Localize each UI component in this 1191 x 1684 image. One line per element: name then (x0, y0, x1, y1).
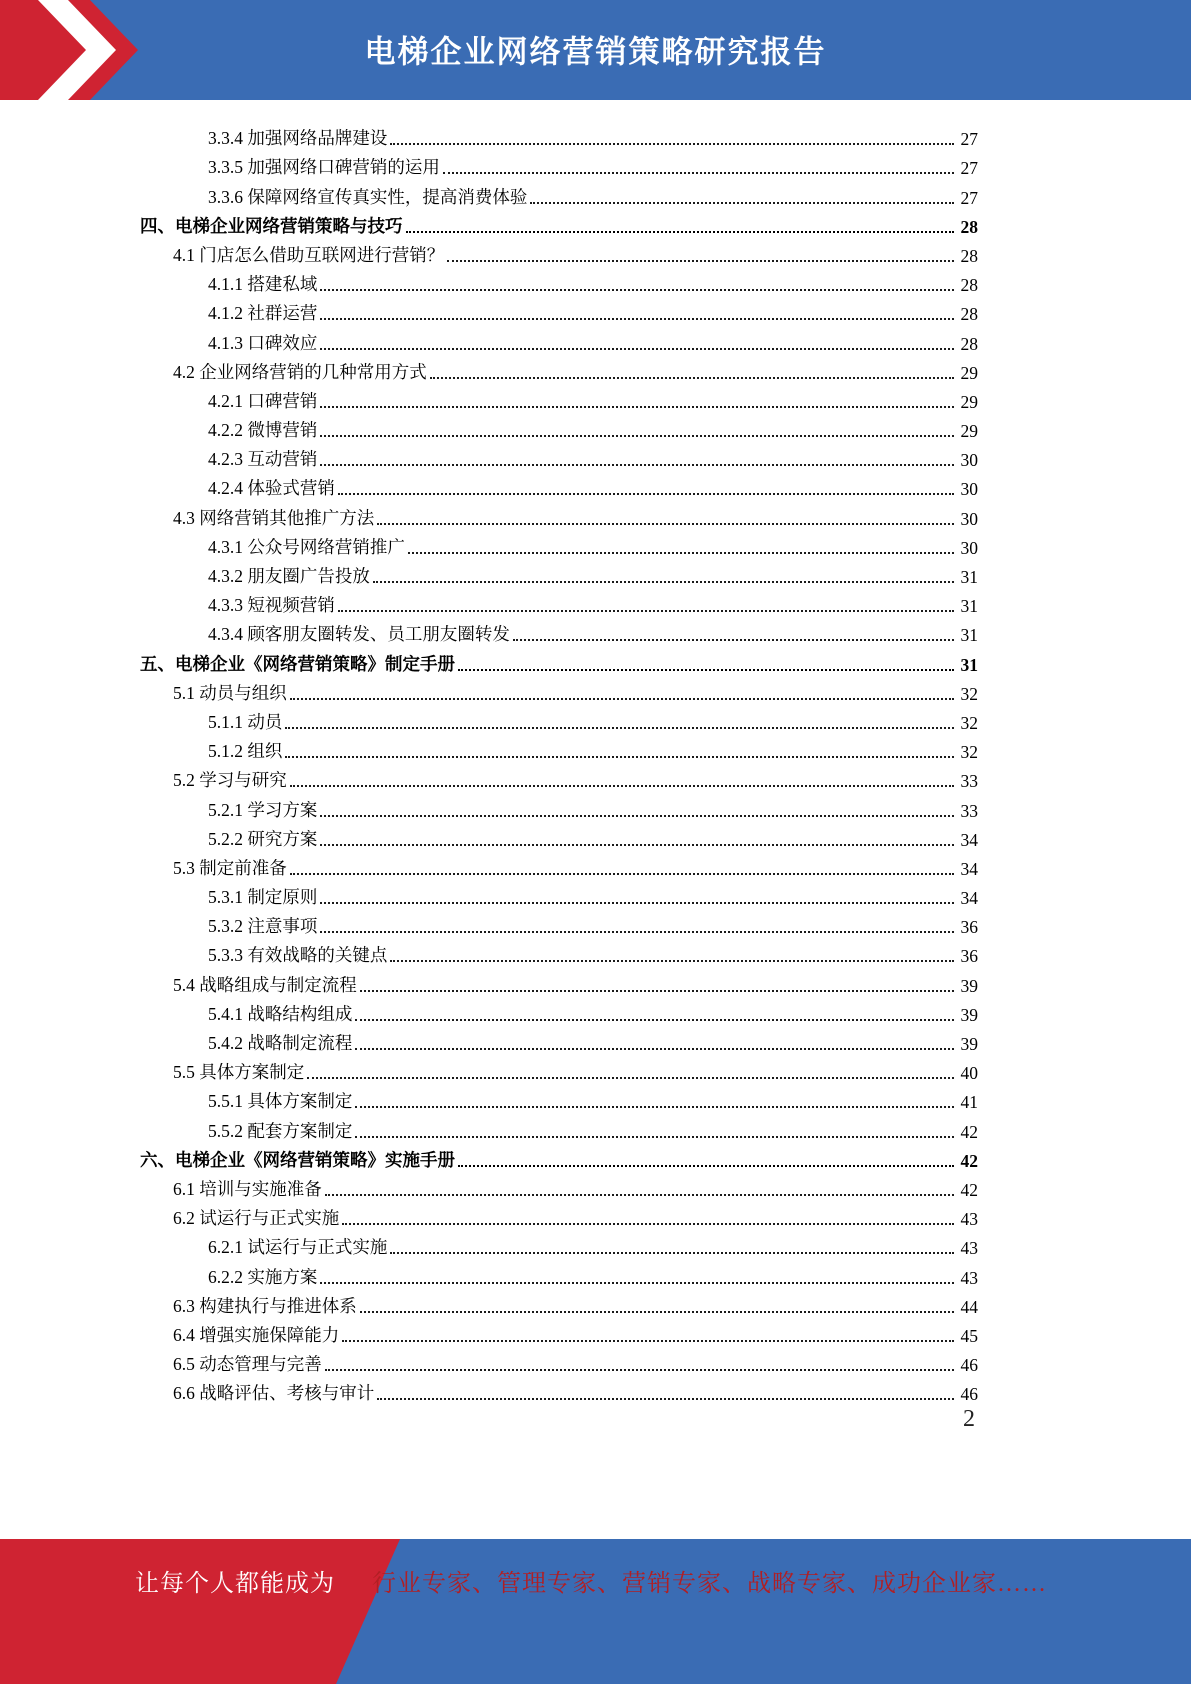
toc-entry-label: 4.2.2 微博营销 (208, 420, 318, 441)
toc-entry-page: 44 (960, 1296, 978, 1317)
toc-entry-page: 42 (960, 1150, 978, 1171)
toc-leader-dots (325, 1369, 954, 1371)
toc-entry-page: 36 (960, 946, 978, 967)
footer-red-ribbon (0, 1539, 400, 1684)
toc-entry[interactable] (140, 413, 978, 442)
toc-leader-dots (355, 1136, 954, 1138)
toc-entry[interactable] (140, 792, 978, 821)
toc-entry[interactable] (140, 1172, 978, 1201)
toc-leader-dots (320, 844, 954, 846)
toc-entry-label: 4.2.1 口碑营销 (208, 390, 318, 411)
toc-entry-page: 31 (960, 654, 978, 675)
toc-entry-page: 46 (960, 1384, 978, 1405)
toc-entry-page: 30 (960, 450, 978, 471)
toc-entry-page: 29 (960, 421, 978, 442)
toc-entry-page: 42 (960, 1179, 978, 1200)
toc-entry-page: 32 (960, 742, 978, 763)
toc-leader-dots (513, 639, 954, 641)
toc-entry-label: 5.4.1 战略结构组成 (208, 1003, 353, 1024)
toc-entry-label: 4.1.3 口碑效应 (208, 332, 318, 353)
toc-entry[interactable] (140, 588, 978, 617)
toc-leader-dots (355, 1048, 954, 1050)
toc-entry-label: 3.3.5 加强网络口碑营销的运用 (208, 157, 440, 178)
toc-entry[interactable] (140, 296, 978, 325)
toc-entry-label: 4.1 门店怎么借助互联网进行营销？ (173, 244, 445, 265)
toc-entry-label: 5.5 具体方案制定 (173, 1062, 305, 1083)
toc-leader-dots (406, 231, 955, 233)
toc-entry-label: 4.2.4 体验式营销 (208, 478, 335, 499)
toc-entry[interactable] (140, 1026, 978, 1055)
toc-entry-page: 40 (960, 1063, 978, 1084)
page-title: 电梯企业网络营销策略研究报告 (364, 34, 827, 70)
toc-entry-label: 5.4.2 战略制定流程 (208, 1033, 353, 1053)
toc-entry-page: 43 (960, 1238, 978, 1259)
footer-band (0, 1539, 1191, 1684)
toc-entry-label: 6.2 试运行与正式实施 (173, 1208, 340, 1229)
toc-leader-dots (443, 172, 954, 174)
toc-entry-page: 30 (960, 479, 978, 500)
toc-entry-page: 28 (960, 245, 978, 266)
toc-entry-page: 32 (960, 712, 978, 733)
toc-leader-dots (320, 348, 954, 350)
toc-entry[interactable] (140, 1055, 978, 1084)
toc-leader-dots (285, 756, 954, 758)
toc-entry-label: 6.2.2 实施方案 (208, 1266, 318, 1287)
toc-entry-label: 4.1.1 搭建私域 (208, 274, 318, 295)
toc-entry-label: 4.1.2 社群运营 (208, 303, 318, 324)
toc-leader-dots (338, 610, 954, 612)
toc-entry-label: 5.2.2 研究方案 (208, 828, 318, 849)
toc-entry-page: 43 (960, 1267, 978, 1288)
toc-entry-page: 41 (960, 1092, 978, 1113)
toc-entry-page: 27 (960, 158, 978, 179)
toc-leader-dots (355, 1106, 954, 1108)
toc-entry-page: 33 (960, 800, 978, 821)
toc-leader-dots (320, 435, 954, 437)
toc-entry-page: 34 (960, 829, 978, 850)
toc-leader-dots (360, 990, 954, 992)
table-of-contents (140, 121, 978, 1405)
toc-entry[interactable] (140, 530, 978, 559)
toc-entry-page: 27 (960, 187, 978, 208)
toc-entry[interactable] (140, 150, 978, 179)
toc-entry[interactable] (140, 500, 978, 529)
toc-leader-dots (373, 581, 954, 583)
toc-entry-label: 6.1 培训与实施准备 (173, 1178, 322, 1199)
toc-entry-label: 6.5 动态管理与完善 (173, 1354, 322, 1375)
toc-entry-label: 5.1.2 组织 (208, 741, 283, 762)
toc-leader-dots (320, 406, 954, 408)
toc-leader-dots (320, 289, 954, 291)
toc-entry-label: 4.3.2 朋友圈广告投放 (208, 566, 370, 586)
toc-entry-label: 3.3.6 保障网络宣传真实性，提高消费体验 (208, 186, 528, 207)
toc-entry-page: 29 (960, 362, 978, 383)
toc-entry[interactable] (140, 997, 978, 1026)
toc-entry-label: 6.4 增强实施保障能力 (173, 1324, 340, 1345)
toc-entry-page: 39 (960, 975, 978, 996)
toc-entry[interactable] (140, 763, 978, 792)
toc-leader-dots (355, 1019, 954, 1021)
toc-leader-dots (342, 1340, 954, 1342)
toc-entry[interactable] (140, 238, 978, 267)
toc-entry[interactable] (140, 676, 978, 705)
toc-entry[interactable] (140, 880, 978, 909)
toc-entry-label: 4.2.3 互动营销 (208, 449, 318, 470)
toc-entry[interactable] (140, 1376, 978, 1405)
toc-leader-dots (430, 377, 954, 379)
toc-entry[interactable] (140, 1318, 978, 1347)
footer-slogan-left: 让每个人都能成为 (135, 1571, 335, 1597)
toc-leader-dots (320, 1282, 954, 1284)
toc-entry-label: 5.3 制定前准备 (173, 857, 287, 878)
toc-leader-dots (325, 1194, 954, 1196)
footer-slogan-right: 行业专家、管理专家、营销专家、战略专家、成功企业家…… (372, 1571, 1047, 1597)
toc-entry-label: 5.5.2 配套方案制定 (208, 1120, 353, 1141)
toc-entry-page: 36 (960, 917, 978, 938)
toc-entry-page: 28 (960, 275, 978, 296)
toc-entry-label: 4.3 网络营销其他推广方法 (173, 507, 375, 528)
toc-entry[interactable] (140, 209, 978, 238)
toc-entry[interactable] (140, 617, 978, 646)
toc-entry-page: 34 (960, 888, 978, 909)
toc-entry-label: 4.3.4 顾客朋友圈转发、员工朋友圈转发 (208, 624, 510, 645)
toc-leader-dots (458, 1165, 954, 1167)
toc-entry[interactable] (140, 646, 978, 675)
toc-leader-dots (290, 873, 954, 875)
header-band (0, 0, 1191, 100)
toc-leader-dots (530, 202, 954, 204)
toc-entry-label: 5.2 学习与研究 (173, 770, 287, 791)
toc-entry[interactable] (140, 471, 978, 500)
toc-entry[interactable] (140, 179, 978, 208)
toc-entry-page: 29 (960, 391, 978, 412)
toc-entry[interactable] (140, 851, 978, 880)
toc-entry[interactable] (140, 705, 978, 734)
toc-entry[interactable] (140, 384, 978, 413)
toc-entry-label: 5.2.1 学习方案 (208, 799, 318, 820)
toc-entry-page: 27 (960, 129, 978, 150)
toc-entry-label: 4.2 企业网络营销的几种常用方式 (173, 361, 427, 382)
toc-entry-page: 39 (960, 1034, 978, 1054)
toc-entry-page: 31 (960, 596, 978, 617)
toc-entry[interactable] (140, 121, 978, 150)
toc-entry-page: 42 (960, 1121, 978, 1142)
toc-entry-label: 6.6 战略评估、考核与审计 (173, 1383, 375, 1404)
toc-entry-page: 43 (960, 1209, 978, 1230)
toc-leader-dots (447, 260, 954, 262)
toc-entry[interactable] (140, 559, 978, 588)
toc-leader-dots (377, 1398, 954, 1400)
toc-entry[interactable] (140, 1113, 978, 1142)
toc-leader-dots (320, 464, 954, 466)
toc-entry-page: 28 (960, 304, 978, 325)
toc-entry[interactable] (140, 1289, 978, 1318)
toc-entry-page: 30 (960, 537, 978, 558)
toc-entry[interactable] (140, 734, 978, 763)
toc-entry[interactable] (140, 1347, 978, 1376)
page-number: 2 (963, 1406, 975, 1432)
toc-entry-label: 3.3.4 加强网络品牌建设 (208, 128, 388, 149)
toc-leader-dots (390, 143, 954, 145)
toc-entry-label: 5.3.1 制定原则 (208, 887, 318, 908)
toc-leader-dots (458, 669, 954, 671)
toc-entry[interactable] (140, 355, 978, 384)
toc-entry[interactable] (140, 967, 978, 996)
toc-entry-page: 34 (960, 858, 978, 879)
toc-entry[interactable] (140, 1201, 978, 1230)
toc-leader-dots (390, 960, 954, 962)
toc-leader-dots (320, 902, 954, 904)
toc-leader-dots (342, 1223, 954, 1225)
toc-entry-page: 31 (960, 567, 978, 587)
toc-entry[interactable] (140, 909, 978, 938)
toc-leader-dots (285, 727, 954, 729)
toc-entry-label: 4.3.3 短视频营销 (208, 595, 335, 616)
toc-leader-dots (290, 785, 954, 787)
toc-leader-dots (338, 493, 954, 495)
toc-entry-page: 28 (960, 216, 978, 237)
toc-entry-page: 45 (960, 1325, 978, 1346)
toc-entry[interactable] (140, 1143, 978, 1172)
toc-entry-label: 6.3 构建执行与推进体系 (173, 1295, 357, 1316)
toc-entry-label: 五、电梯企业《网络营销策略》制定手册 (140, 653, 455, 674)
toc-leader-dots (320, 318, 954, 320)
toc-leader-dots (320, 815, 954, 817)
toc-entry-page: 30 (960, 508, 978, 529)
toc-entry-page: 39 (960, 1004, 978, 1025)
toc-entry-label: 四、电梯企业网络营销策略与技巧 (140, 215, 403, 236)
toc-leader-dots (408, 552, 954, 554)
toc-entry-page: 46 (960, 1355, 978, 1376)
toc-entry[interactable] (140, 1230, 978, 1259)
toc-entry-page: 33 (960, 771, 978, 792)
toc-leader-dots (320, 931, 954, 933)
toc-entry-label: 5.3.2 注意事项 (208, 916, 318, 937)
toc-leader-dots (307, 1077, 954, 1079)
toc-leader-dots (360, 1311, 954, 1313)
toc-entry-label: 5.1 动员与组织 (173, 682, 287, 703)
toc-entry[interactable] (140, 822, 978, 851)
toc-leader-dots (390, 1252, 954, 1254)
toc-entry-label: 5.5.1 具体方案制定 (208, 1091, 353, 1112)
toc-leader-dots (290, 698, 954, 700)
toc-entry[interactable] (140, 267, 978, 296)
toc-entry[interactable] (140, 1259, 978, 1288)
toc-entry-label: 6.2.1 试运行与正式实施 (208, 1237, 388, 1258)
toc-entry-page: 31 (960, 625, 978, 646)
toc-entry[interactable] (140, 1084, 978, 1113)
toc-entry-label: 六、电梯企业《网络营销策略》实施手册 (140, 1149, 455, 1170)
toc-entry[interactable] (140, 442, 978, 471)
toc-entry-label: 5.1.1 动员 (208, 711, 283, 732)
toc-entry[interactable] (140, 938, 978, 967)
toc-entry-label: 5.3.3 有效战略的关键点 (208, 945, 388, 966)
toc-leader-dots (377, 523, 954, 525)
toc-entry-label: 5.4 战略组成与制定流程 (173, 974, 357, 995)
toc-entry-page: 28 (960, 333, 978, 354)
toc-entry-page: 32 (960, 683, 978, 704)
toc-entry[interactable] (140, 325, 978, 354)
toc-entry-label: 4.3.1 公众号网络营销推广 (208, 536, 405, 557)
